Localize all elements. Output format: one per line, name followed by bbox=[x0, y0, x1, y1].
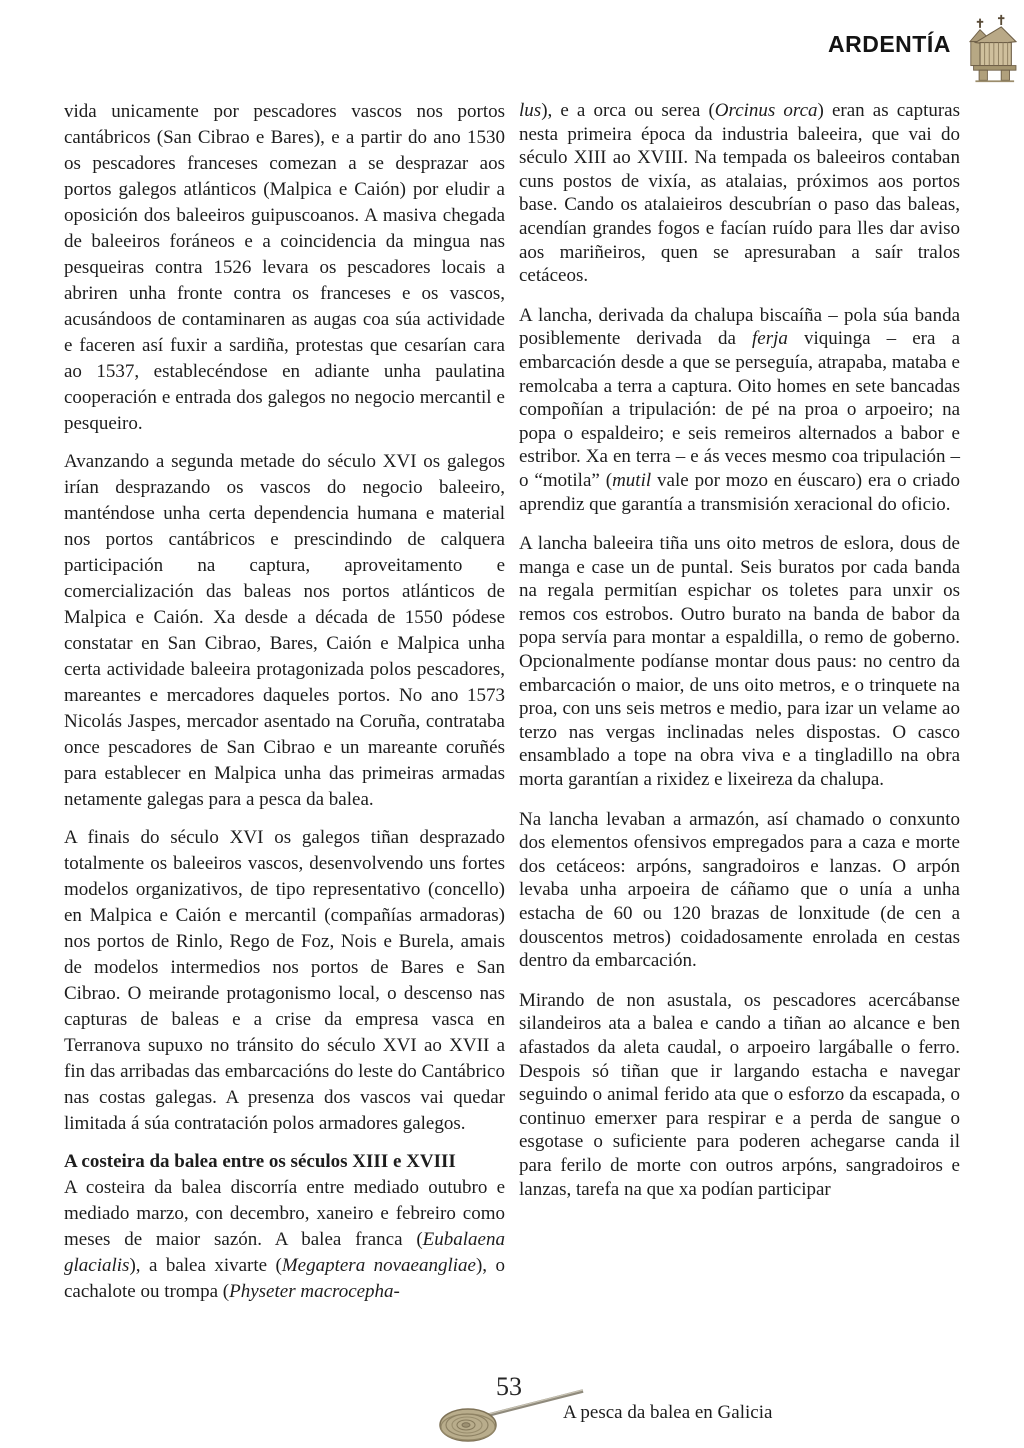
page-header bbox=[828, 14, 1020, 84]
body-paragraph: A lancha baleeira tiña uns oito metros de eslora, dous de manga e case un de puntal. Seis buratos por cada banda na regala permitían espichar os toletes para unxir os remos cos estrobos. Outro burato na banda de babor da popa servía para montar a espaldilla, o remo de goberno. Opcionalmente podíanse montar dous paus: no centro da embarcación o maior, de uns oito metros, e o trinquete na proa, con uns seis metros e medio, para izar un velame ao terzo nas vergas inclinadas neles dispostas. O casco ensamblado a tope na obra viva e a tingladillo na obra morta garantían a rixidez e lixeireza da chalupa. bbox=[519, 533, 960, 791]
body-paragraph: A finais do século XVI os galegos tiñan desprazado totalmente os baleeiros vascos, desenvolvendo uns fortes modelos organizativos, de tipo representativo (concello) en Malpica e Caión e mercantil (compañías armadoras) nos portos de Rinlo, Rego de Foz, Nois e Burela, amais de modelos intermedios nos portos de Bares e San Cibrao. O meirande protagonismo local, o descenso nas capturas de baleas e a crise da empresa vasca en Terranova supuxo no tránsito do século XVI ao XVII a fin das arribadas das embarcacións do leste do Cantábrico nas costas galegas. A presenza dos vascos vai quedar limitada á súa contratación polos armadores galegos. bbox=[64, 827, 505, 1134]
body-paragraph: A lancha, derivada da chalupa biscaíña – pola súa banda posiblemente derivada da ferja viquinga – era a embarcación desde a que se perseguía, atrapaba, mataba e remolcaba a terra a captura. Oito homes en sete bancadas compoñían a tripulación: de pé na proa o arpoeiro; na popa o espaldeiro; e seis remeiros alternados a babor e estribor. Xa en terra – e ás veces mesmo coa tripulación – o “motila” (mutil vale por mozo en éuscaro) era o criado aprendiz que garantía a transmisión xeracional do oficio. bbox=[519, 304, 960, 515]
page-footer bbox=[0, 1368, 1024, 1448]
horreo-granary-icon bbox=[964, 14, 1020, 84]
body-paragraph: Na lancha levaban a armazón, así chamado o conxunto dos elementos ofensivos empregados para a caza e morte dos cetáceos: arpóns, sangradoiros e lanzas. O arpón levaba unha arpoeira de cáñamo que o unía a unha estacha de 60 ou 120 brazas de lonxitude (de cen a douscentos metros) coidadosamente enrolada en cestas dentro da embarcación. bbox=[519, 808, 960, 972]
magazine-title: ARDENTÍA bbox=[828, 31, 951, 57]
body-paragraph: Avanzando a segunda metade do século XVI os galegos irían desprazando os vascos do negocio baleeiro, manténdose unha certa dependencia humana e material nos portos cantábricos e prescindindo de calquera participación na captura, aproveitamento e comercialización das baleas nos portos atlánticos de Malpica e Caión. Xa desde a década de 1550 pódese constatar en San Cibrao, Bares, Caión e Malpica unha certa actividade baleeira protagonizada polos pescadores, mareantes e mercadores daqueles portos. No ano 1573 Nicolás Jaspes, mercador asentado na Coruña, contrataba once pescadores de San Cibrao e un mareante coruñés para establecer en Malpica unha das primeiras armadas netamente galegas para a pesca da balea. bbox=[64, 451, 505, 810]
body-paragraph: vida unicamente por pescadores vascos nos portos cantábricos (San Cibrao e Bares), e a partir do ano 1530 os pescadores franceses comezan a se desprazar aos portos galegos atlánticos (Malpica e Caión) por eludir a oposición dos baleeiros guipuscoanos. A masiva chegada de baleeiros foráneos e a coincidencia da mingua nas pesqueiras contra 1526 levara os pescadores locais a abriren unha fronte contra os franceses e os vascos, acusándoos de contaminaren as augas coa súa actividade e faceren así fuxir a sardiña, protestas que cesarían cara ao 1537, establecéndose en adiante unha paulatina cooperación e entrada dos galegos no negocio mercantil e pesqueiro. bbox=[64, 101, 505, 434]
body-paragraph: A costeira da balea discorría entre mediado outubro e mediado marzo, con decembro, xaneiro e febreiro como meses de maior sazón. A balea franca (Eubalaena glacialis), a balea xivarte (Megaptera novaeangliae), o cachalote ou trompa (Physeter macrocepha- bbox=[64, 1177, 505, 1302]
section-heading: A costeira da balea entre os séculos XIII e XVIII bbox=[64, 1151, 456, 1172]
right-column bbox=[519, 99, 960, 1201]
page-number: 53 bbox=[496, 1372, 522, 1401]
footer-caption: A pesca da balea en Galicia bbox=[563, 1402, 773, 1423]
left-column bbox=[64, 99, 505, 1305]
body-paragraph: Mirando de non asustala, os pescadores acercábanse silandeiros ata a balea e cando a tiñan ao alcance e ben afastados da aleta caudal, o arpoeiro largáballe o ferro. Despois só tiñan que ir largando estacha e navegar seguindo o animal ferido ata que o esforzo da escapada, o continuo emerxer para respirar e a perda de sangue o esgotase o suficiente para poderen achegarse canda il para ferilo de morte con outros arpóns, sangradoiros e lanzas, tarefa na que xa podían participar bbox=[519, 989, 960, 1200]
body-paragraph: lus), e a orca ou serea (Orcinus orca) eran as capturas nesta primeira época da industria baleeira, que vai do século XIII ao XVIII. Na tempada os baleeiros contaban cuns postos de vixía, as atalaias, próximos aos portos base. Cando os atalaieiros descubrían o paso das baleas, acendían grandes fogos e facían ruído para lles dar aviso aos mariñeiros, quen se apresuraban a saír tralos cetáceos. bbox=[519, 100, 961, 287]
